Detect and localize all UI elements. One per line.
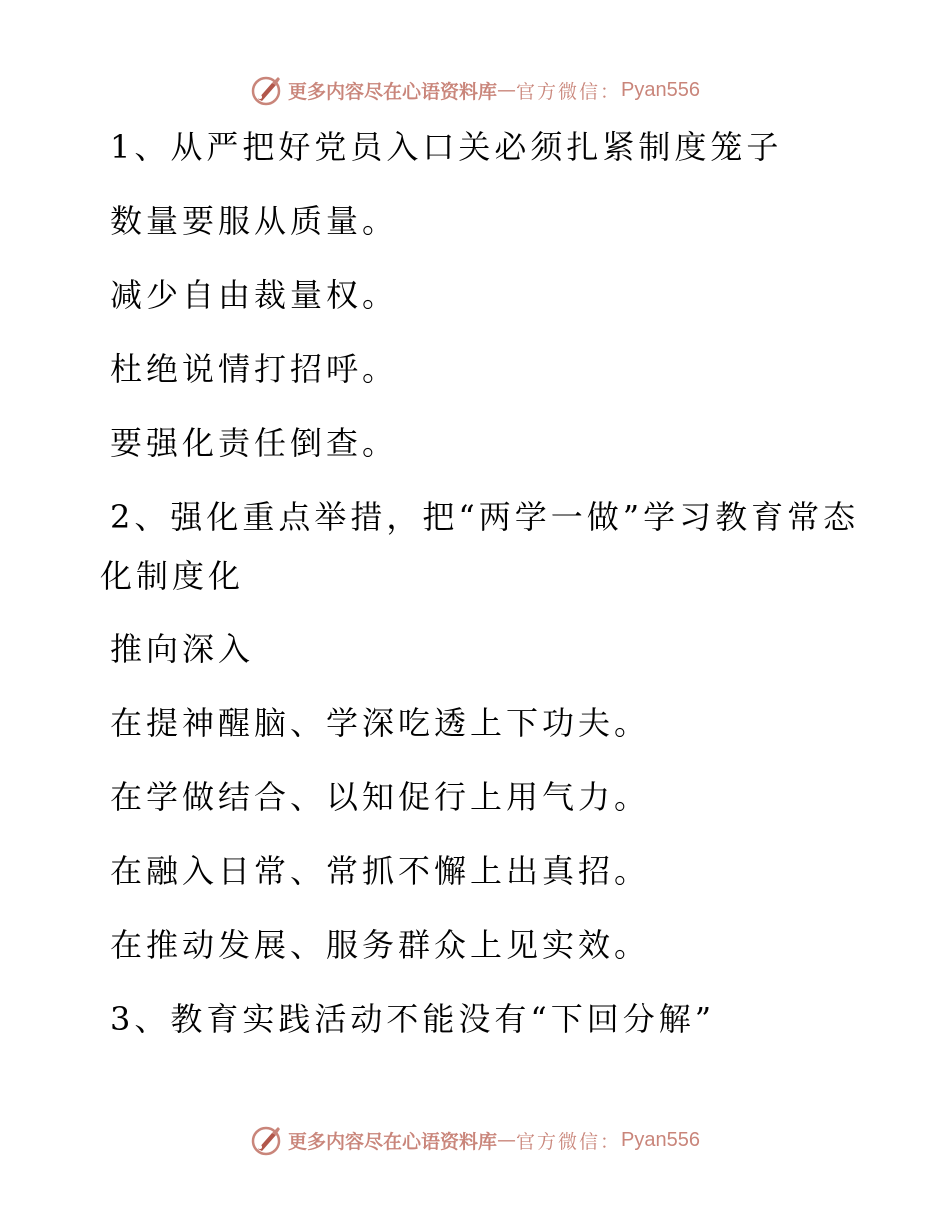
heading-2: 2、强化重点举措，把“两学一做”学习教育常态 — [110, 498, 860, 536]
paragraph-line: 在学做结合、以知促行上用气力。 — [110, 778, 651, 816]
watermark-text: 更多内容尽在心语资料库 — [288, 1130, 498, 1153]
watermark-handle: Pyan556 — [621, 1128, 700, 1151]
heading-1: 1、从严把好党员入口关必须扎紧制度笼子 — [110, 128, 783, 166]
paragraph-line: 杜绝说情打招呼。 — [110, 350, 399, 388]
heading-3: 3、教育实践活动不能没有“下回分解” — [110, 1000, 716, 1038]
paragraph-line: 推向深入 — [110, 630, 255, 668]
watermark-wechat-label: 官方微信： — [516, 80, 622, 103]
paragraph-line: 数量要服从质量。 — [110, 202, 399, 240]
paragraph-line: 在提神醒脑、学深吃透上下功夫。 — [110, 704, 651, 742]
footer-watermark — [0, 1120, 950, 1160]
heading-2-continued: 化制度化 — [100, 557, 245, 595]
watermark-wechat-label: 官方微信： — [516, 1130, 622, 1153]
pen-logo-icon — [250, 1123, 284, 1157]
watermark-dash: — — [497, 79, 517, 101]
paragraph-line: 减少自由裁量权。 — [110, 276, 399, 314]
watermark-handle: Pyan556 — [621, 78, 700, 101]
paragraph-line: 要强化责任倒查。 — [110, 424, 399, 462]
watermark-text: 更多内容尽在心语资料库 — [288, 80, 498, 103]
paragraph-line: 在推动发展、服务群众上见实效。 — [110, 926, 651, 964]
watermark-dash: — — [497, 1129, 517, 1151]
paragraph-line: 在融入日常、常抓不懈上出真招。 — [110, 852, 651, 890]
